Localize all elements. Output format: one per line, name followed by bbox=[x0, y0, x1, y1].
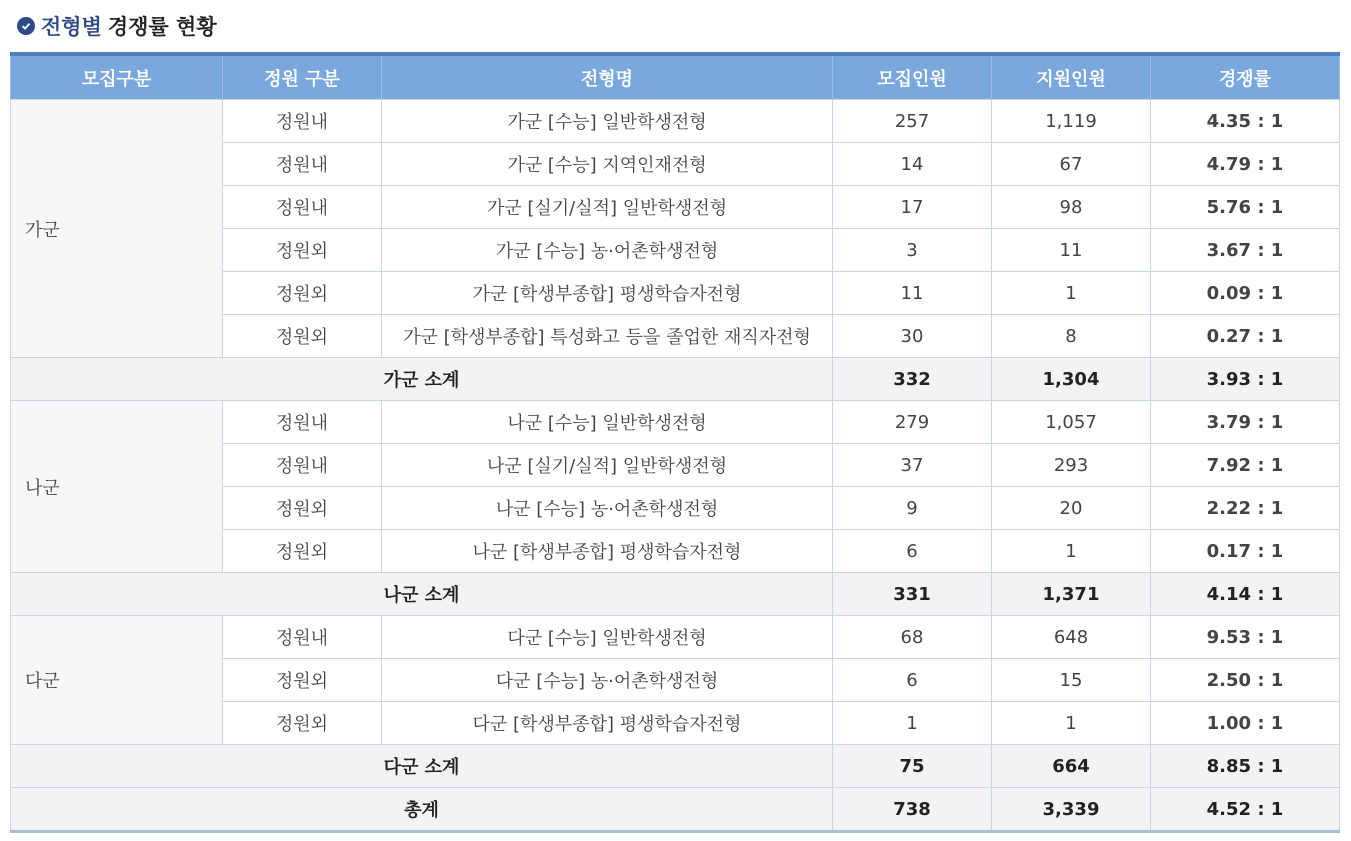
quota-cell: 정원외 bbox=[223, 315, 382, 358]
quota-cell: 정원내 bbox=[223, 100, 382, 143]
table-row bbox=[11, 616, 1340, 659]
subtotal-label: 다군 소계 bbox=[11, 745, 833, 788]
recruit-cell: 68 bbox=[833, 616, 992, 659]
header-category: 모집구분 bbox=[11, 54, 223, 100]
ratio-cell: 4.79 : 1 bbox=[1151, 143, 1340, 186]
total-label: 총계 bbox=[11, 788, 833, 832]
total-applicants: 3,339 bbox=[992, 788, 1151, 832]
admission-name-cell: 다군 [수능] 농·어촌학생전형 bbox=[382, 659, 833, 702]
recruit-cell: 6 bbox=[833, 659, 992, 702]
applicants-cell: 67 bbox=[992, 143, 1151, 186]
recruit-cell: 11 bbox=[833, 272, 992, 315]
applicants-cell: 648 bbox=[992, 616, 1151, 659]
admission-name-cell: 가군 [수능] 지역인재전형 bbox=[382, 143, 833, 186]
applicants-cell: 15 bbox=[992, 659, 1151, 702]
admission-name-cell: 가군 [학생부종합] 특성화고 등을 졸업한 재직자전형 bbox=[382, 315, 833, 358]
admission-name-cell: 나군 [수능] 농·어촌학생전형 bbox=[382, 487, 833, 530]
quota-cell: 정원내 bbox=[223, 616, 382, 659]
applicants-cell: 1,057 bbox=[992, 401, 1151, 444]
applicants-cell: 8 bbox=[992, 315, 1151, 358]
ratio-cell: 7.92 : 1 bbox=[1151, 444, 1340, 487]
ratio-cell: 0.09 : 1 bbox=[1151, 272, 1340, 315]
header-recruit: 모집인원 bbox=[833, 54, 992, 100]
recruit-cell: 37 bbox=[833, 444, 992, 487]
admission-name-cell: 가군 [실기/실적] 일반학생전형 bbox=[382, 186, 833, 229]
admission-name-cell: 나군 [수능] 일반학생전형 bbox=[382, 401, 833, 444]
ratio-cell: 2.50 : 1 bbox=[1151, 659, 1340, 702]
subtotal-recruit: 75 bbox=[833, 745, 992, 788]
applicants-cell: 1 bbox=[992, 702, 1151, 745]
ratio-cell: 0.27 : 1 bbox=[1151, 315, 1340, 358]
group-label: 다군 bbox=[11, 616, 223, 745]
recruit-cell: 6 bbox=[833, 530, 992, 573]
quota-cell: 정원내 bbox=[223, 143, 382, 186]
applicants-cell: 293 bbox=[992, 444, 1151, 487]
ratio-cell: 4.35 : 1 bbox=[1151, 100, 1340, 143]
subtotal-applicants: 1,371 bbox=[992, 573, 1151, 616]
quota-cell: 정원내 bbox=[223, 444, 382, 487]
header-row bbox=[11, 54, 1340, 100]
subtotal-recruit: 332 bbox=[833, 358, 992, 401]
header-admission-name: 전형명 bbox=[382, 54, 833, 100]
applicants-cell: 1,119 bbox=[992, 100, 1151, 143]
applicants-cell: 1 bbox=[992, 272, 1151, 315]
subtotal-row bbox=[11, 358, 1340, 401]
subtotal-label: 나군 소계 bbox=[11, 573, 833, 616]
subtotal-ratio: 4.14 : 1 bbox=[1151, 573, 1340, 616]
ratio-cell: 9.53 : 1 bbox=[1151, 616, 1340, 659]
quota-cell: 정원외 bbox=[223, 659, 382, 702]
check-circle-icon bbox=[17, 17, 35, 35]
admission-name-cell: 나군 [실기/실적] 일반학생전형 bbox=[382, 444, 833, 487]
quota-cell: 정원외 bbox=[223, 530, 382, 573]
total-recruit: 738 bbox=[833, 788, 992, 832]
recruit-cell: 279 bbox=[833, 401, 992, 444]
recruit-cell: 17 bbox=[833, 186, 992, 229]
quota-cell: 정원내 bbox=[223, 401, 382, 444]
table-row bbox=[11, 100, 1340, 143]
table-body bbox=[11, 100, 1340, 832]
total-row bbox=[11, 788, 1340, 832]
table-row bbox=[11, 401, 1340, 444]
admission-name-cell: 가군 [학생부종합] 평생학습자전형 bbox=[382, 272, 833, 315]
quota-cell: 정원외 bbox=[223, 702, 382, 745]
recruit-cell: 14 bbox=[833, 143, 992, 186]
subtotal-label: 가군 소계 bbox=[11, 358, 833, 401]
header-applicants: 지원인원 bbox=[992, 54, 1151, 100]
subtotal-row bbox=[11, 573, 1340, 616]
quota-cell: 정원외 bbox=[223, 229, 382, 272]
subtotal-ratio: 3.93 : 1 bbox=[1151, 358, 1340, 401]
recruit-cell: 3 bbox=[833, 229, 992, 272]
admission-name-cell: 가군 [수능] 농·어촌학생전형 bbox=[382, 229, 833, 272]
admission-name-cell: 나군 [학생부종합] 평생학습자전형 bbox=[382, 530, 833, 573]
subtotal-applicants: 1,304 bbox=[992, 358, 1151, 401]
group-label: 가군 bbox=[11, 100, 223, 358]
ratio-cell: 3.67 : 1 bbox=[1151, 229, 1340, 272]
subtotal-applicants: 664 bbox=[992, 745, 1151, 788]
subtotal-row bbox=[11, 745, 1340, 788]
quota-cell: 정원외 bbox=[223, 272, 382, 315]
subtotal-recruit: 331 bbox=[833, 573, 992, 616]
title-accent: 전형별 bbox=[41, 15, 102, 39]
header-ratio: 경쟁률 bbox=[1151, 54, 1340, 100]
group-label: 나군 bbox=[11, 401, 223, 573]
ratio-cell: 2.22 : 1 bbox=[1151, 487, 1340, 530]
recruit-cell: 1 bbox=[833, 702, 992, 745]
applicants-cell: 98 bbox=[992, 186, 1151, 229]
ratio-cell: 1.00 : 1 bbox=[1151, 702, 1340, 745]
admission-name-cell: 다군 [학생부종합] 평생학습자전형 bbox=[382, 702, 833, 745]
recruit-cell: 9 bbox=[833, 487, 992, 530]
applicants-cell: 1 bbox=[992, 530, 1151, 573]
section-title bbox=[17, 9, 217, 43]
header-quota: 정원 구분 bbox=[223, 54, 382, 100]
ratio-cell: 3.79 : 1 bbox=[1151, 401, 1340, 444]
ratio-cell: 0.17 : 1 bbox=[1151, 530, 1340, 573]
quota-cell: 정원외 bbox=[223, 487, 382, 530]
applicants-cell: 11 bbox=[992, 229, 1151, 272]
recruit-cell: 30 bbox=[833, 315, 992, 358]
ratio-cell: 5.76 : 1 bbox=[1151, 186, 1340, 229]
total-ratio: 4.52 : 1 bbox=[1151, 788, 1340, 832]
subtotal-ratio: 8.85 : 1 bbox=[1151, 745, 1340, 788]
title-rest: 경쟁률 현황 bbox=[107, 15, 217, 39]
competition-rate-table bbox=[10, 52, 1340, 833]
quota-cell: 정원내 bbox=[223, 186, 382, 229]
recruit-cell: 257 bbox=[833, 100, 992, 143]
admission-name-cell: 다군 [수능] 일반학생전형 bbox=[382, 616, 833, 659]
applicants-cell: 20 bbox=[992, 487, 1151, 530]
admission-name-cell: 가군 [수능] 일반학생전형 bbox=[382, 100, 833, 143]
